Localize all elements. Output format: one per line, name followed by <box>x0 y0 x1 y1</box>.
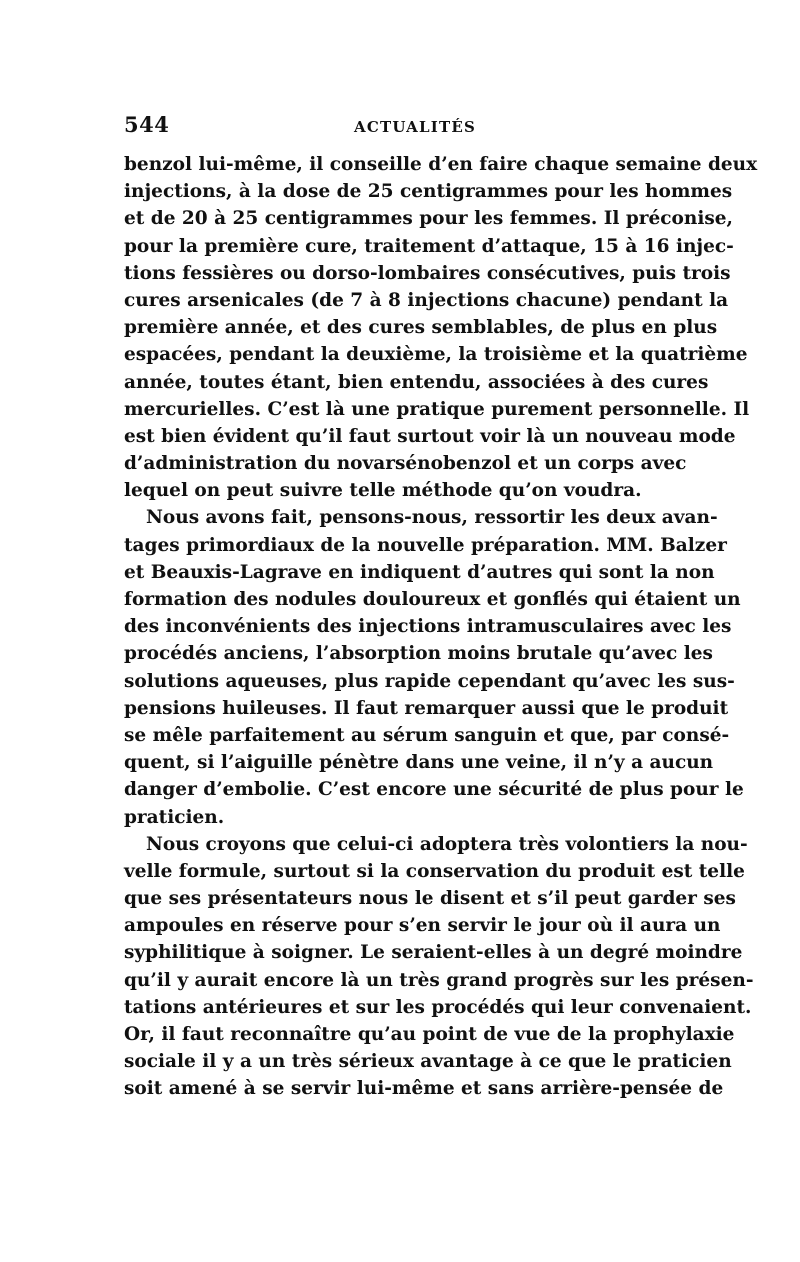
text-line: sociale il y a un très sérieux avantage à ce que le praticien <box>124 1051 732 1073</box>
text-line: quent, si l’aiguille pénètre dans une veine, il n’y a aucun <box>124 752 714 774</box>
text-line: cures arsenicales (de 7 à 8 injections chacune) pendant la <box>124 289 729 311</box>
text-line: procédés anciens, l’absorption moins brutale qu’avec les <box>124 643 713 665</box>
text-line: et Beauxis-Lagrave en indiquent d’autres qui sont la non <box>124 561 715 583</box>
text-line: ampoules en réserve pour s’en servir le jour où il aura un <box>124 915 721 937</box>
text-line: lequel on peut suivre telle méthode qu’on voudra. <box>124 480 642 502</box>
text-line: d’administration du novarsénobenzol et un corps avec <box>124 453 687 475</box>
text-line: première année, et des cures semblables, de plus en plus <box>124 317 718 339</box>
text-line: tions fessières ou dorso-lombaires consécutives, puis trois <box>124 262 731 284</box>
text-line: Or, il faut reconnaître qu’au point de vue de la prophylaxie <box>124 1024 735 1045</box>
page-number: 544 <box>124 112 170 137</box>
text-line: des inconvénients des injections intramusculaires avec les <box>124 616 732 638</box>
text-line: injections, à la dose de 25 centigrammes pour les hommes <box>124 181 733 203</box>
text-line: tages primordiaux de la nouvelle préparation. MM. Balzer <box>124 534 727 556</box>
text-line: syphilitique à soigner. Le seraient-elles à un degré moindre <box>124 942 743 964</box>
page-header <box>124 112 672 142</box>
text-line: tations antérieures et sur les procédés qui leur convenaient. <box>124 996 752 1018</box>
text-line: se mêle parfaitement au sérum sanguin et que, par consé- <box>124 724 730 746</box>
text-line: praticien. <box>124 806 225 828</box>
text-line: Nous avons fait, pensons-nous, ressortir les deux avan- <box>146 507 718 529</box>
text-line: pensions huileuses. Il faut remarquer aussi que le produit <box>124 697 729 719</box>
text-line: soit amené à se servir lui-même et sans arrière-pensée de <box>124 1078 724 1100</box>
text-line: danger d’embolie. C’est encore une sécurité de plus pour le <box>124 779 744 801</box>
text-line: formation des nodules douloureux et gonflés qui étaient un <box>124 589 741 610</box>
text-line: pour la première cure, traitement d’attaque, 15 à 16 injec- <box>124 235 734 257</box>
text-line: que ses présentateurs nous le disent et s’il peut garder ses <box>124 888 736 910</box>
text-line: et de 20 à 25 centigrammes pour les femmes. Il préconise, <box>124 208 734 230</box>
running-title: ACTUALITÉS <box>354 118 476 136</box>
body-text <box>124 151 758 1103</box>
text-line: solutions aqueuses, plus rapide cependant qu’avec les sus- <box>124 670 735 692</box>
text-line: est bien évident qu’il faut surtout voir là un nouveau mode <box>124 425 736 447</box>
text-line: espacées, pendant la deuxième, la troisième et la quatrième <box>124 344 748 366</box>
text-line: année, toutes étant, bien entendu, associées à des cures <box>124 371 709 393</box>
text-line: mercurielles. C’est là une pratique purement personnelle. Il <box>124 398 750 420</box>
text-line: velle formule, surtout si la conservation du produit est telle <box>124 860 745 882</box>
text-line: benzol lui-même, il conseille d’en faire chaque semaine deux <box>124 154 758 175</box>
text-line: Nous croyons que celui-ci adoptera très volontiers la nou- <box>146 833 748 855</box>
text-line: qu’il y aurait encore là un très grand progrès sur les présen- <box>124 969 754 991</box>
